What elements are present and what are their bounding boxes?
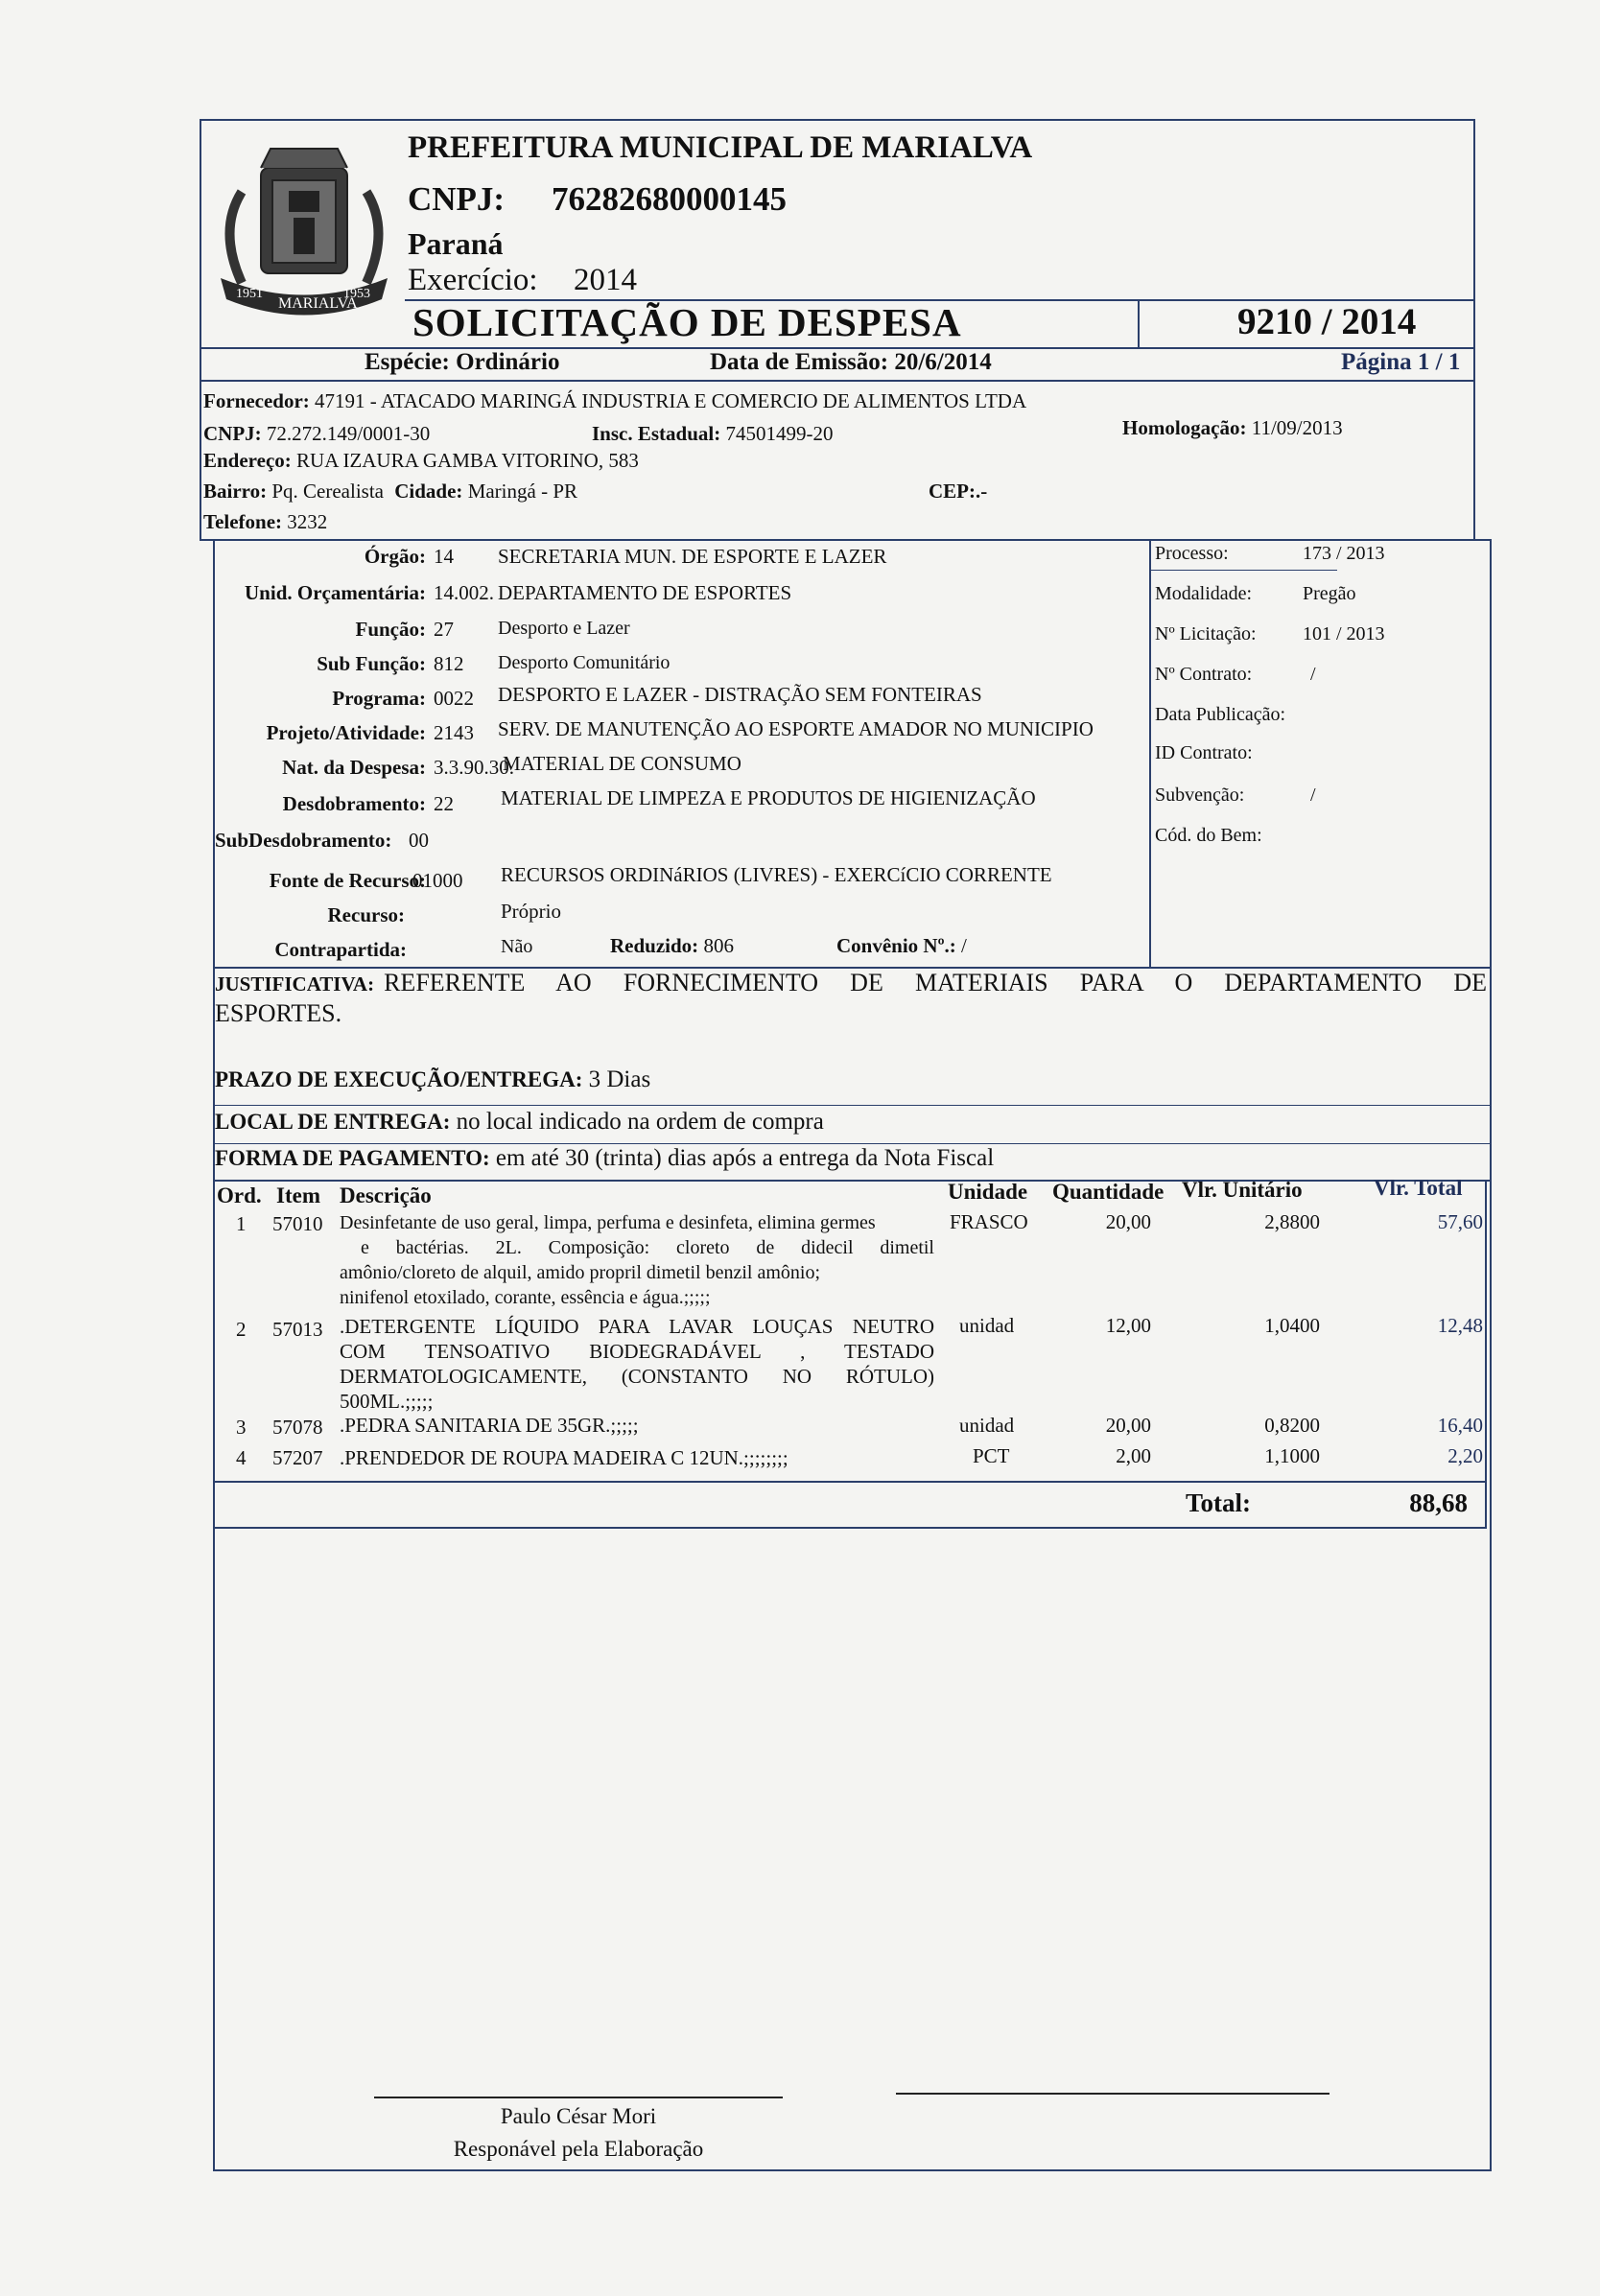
telefone-value: 3232 xyxy=(287,510,328,533)
fonte-recurso-code: 01000 xyxy=(412,869,463,892)
table-row-1-desc xyxy=(340,1210,934,1310)
desdobramento-code: 22 xyxy=(434,792,454,815)
justificativa-line1: REFERENTE AO FORNECIMENTO DE MATERIAIS PARA O DEPARTAMENTO DE xyxy=(384,969,1487,996)
seal-text: MARIALVA xyxy=(278,295,358,312)
subfuncao-label: Sub Função: xyxy=(317,652,426,675)
local-row xyxy=(215,1109,824,1136)
desc-line: amônio/cloreto de alquil, amido propril dimetil benzil amônio; xyxy=(340,1262,820,1283)
document-title: SOLICITAÇÃO DE DESPESA xyxy=(412,300,962,344)
homologacao-row xyxy=(1122,416,1343,440)
table-row-2-unidade: unidad xyxy=(959,1314,1015,1337)
cidade-value: Maringá - PR xyxy=(467,480,578,503)
reduzido-value: 806 xyxy=(703,934,734,957)
local-value: no local indicado na ordem de compra xyxy=(456,1109,824,1135)
subfuncao-code: 812 xyxy=(434,652,464,675)
exercicio-label: Exercício: xyxy=(408,263,538,297)
table-row-3-item: 57078 xyxy=(272,1416,323,1439)
desc-line: ninifenol etoxilado, corante, essência e água.;;;;; xyxy=(340,1287,711,1308)
id-contrato-label: ID Contrato: xyxy=(1155,742,1253,763)
endereco-value: RUA IZAURA GAMBA VITORINO, 583 xyxy=(296,449,639,472)
supplier-cnpj-label: CNPJ: xyxy=(203,422,262,445)
subvencao-label: Subvenção: xyxy=(1155,785,1245,806)
pagamento-value: em até 30 (trinta) dias após a entrega da Nota Fiscal xyxy=(495,1145,995,1171)
fonte-recurso-label: Fonte de Recurso: xyxy=(269,869,426,892)
desc-line: DERMATOLOGICAMENTE, (CONSTANTO NO RÓTULO) xyxy=(340,1365,934,1388)
col-ord-header: Ord. xyxy=(217,1183,262,1207)
desc-line: 500ML.;;;;; xyxy=(340,1390,434,1413)
table-row-2-desc xyxy=(340,1314,934,1414)
desc-line: .PRENDEDOR DE ROUPA MADEIRA C 12UN.;;;;;;;; xyxy=(340,1446,788,1469)
fornecedor-label: Fornecedor: xyxy=(203,389,310,412)
prazo-row xyxy=(215,1066,650,1093)
licitacao-value: 101 / 2013 xyxy=(1303,623,1385,644)
pagamento-row xyxy=(215,1145,994,1172)
projeto-label: Projeto/Atividade: xyxy=(266,721,426,744)
local-label: LOCAL DE ENTREGA: xyxy=(215,1110,451,1134)
fonte-recurso-desc: RECURSOS ORDINáRIOS (LIVRES) - EXERCíCIO CORRENTE xyxy=(501,863,1052,886)
table-row-1-quantidade: 20,00 xyxy=(1105,1210,1151,1233)
total-label: Total: xyxy=(1186,1488,1252,1517)
table-row-3-unidade: unidad xyxy=(959,1414,1015,1437)
contrapartida-value: Não xyxy=(501,936,533,957)
desdobramento-desc: MATERIAL DE LIMPEZA E PRODUTOS DE HIGIENIZAÇÃO xyxy=(501,786,1036,809)
table-row-1-item: 57010 xyxy=(272,1212,323,1235)
signatory-name: Paulo César Mori xyxy=(500,2104,657,2128)
table-row-3-quantidade: 20,00 xyxy=(1105,1414,1151,1437)
col-item-header: Item xyxy=(276,1183,320,1207)
cep-label: CEP:.- xyxy=(929,480,988,503)
total-value: 88,68 xyxy=(1409,1488,1468,1517)
subdesdobramento-code: 00 xyxy=(409,829,429,852)
justificativa-line2: ESPORTES. xyxy=(215,999,342,1027)
col-unidade-header: Unidade xyxy=(948,1180,1028,1204)
table-row-2-ord: 2 xyxy=(236,1318,247,1341)
processo-value: 173 / 2013 xyxy=(1303,543,1385,564)
unid-desc: DEPARTAMENTO DE ESPORTES xyxy=(498,581,792,604)
licitacao-label: Nº Licitação: xyxy=(1155,623,1257,644)
signatory-role: Responável pela Elaboração xyxy=(453,2137,704,2161)
municipal-seal-icon xyxy=(203,134,405,336)
orgao-label: Órgão: xyxy=(364,545,426,568)
prazo-label: PRAZO DE EXECUÇÃO/ENTREGA: xyxy=(215,1067,583,1091)
table-row-3-desc xyxy=(340,1414,639,1438)
table-row-3-unitario: 0,8200 xyxy=(1264,1414,1320,1437)
header-cnpj-label: CNPJ: xyxy=(408,180,506,218)
data-emissao: Data de Emissão: 20/6/2014 xyxy=(710,349,992,375)
page-indicator: Página 1 / 1 xyxy=(1341,349,1461,375)
table-row-4-total: 2,20 xyxy=(1447,1444,1483,1467)
table-row-1-unidade: FRASCO xyxy=(950,1210,1028,1233)
endereco-row xyxy=(203,449,639,473)
contrapartida-label: Contrapartida: xyxy=(274,938,407,961)
prazo-value: 3 Dias xyxy=(588,1066,651,1092)
projeto-desc: SERV. DE MANUTENÇÃO AO ESPORTE AMADOR NO MUNICIPIO xyxy=(498,717,1094,740)
modalidade-value: Pregão xyxy=(1303,583,1356,604)
cod-bem-label: Cód. do Bem: xyxy=(1155,825,1262,846)
desc-line: .PEDRA SANITARIA DE 35GR.;;;;; xyxy=(340,1414,639,1437)
table-row-4-unidade: PCT xyxy=(973,1444,1010,1467)
convenio-row xyxy=(836,934,967,958)
state-name: Paraná xyxy=(408,226,504,261)
signature-line-left xyxy=(374,2097,783,2098)
subfuncao-desc: Desporto Comunitário xyxy=(498,652,671,673)
supplier-row xyxy=(203,389,1026,413)
table-row-1-total: 57,60 xyxy=(1437,1210,1483,1233)
table-row-4-quantidade: 2,00 xyxy=(1116,1444,1151,1467)
telefone-label: Telefone: xyxy=(203,510,283,533)
table-row-1-unitario: 2,8800 xyxy=(1264,1210,1320,1233)
contrato-value: / xyxy=(1310,664,1316,685)
pagamento-label: FORMA DE PAGAMENTO: xyxy=(215,1146,490,1170)
nat-despesa-label: Nat. da Despesa: xyxy=(282,756,426,779)
especie: Espécie: Ordinário xyxy=(365,349,560,375)
modalidade-label: Modalidade: xyxy=(1155,583,1253,604)
table-row-3-total: 16,40 xyxy=(1437,1414,1483,1437)
col-quantidade-header: Quantidade xyxy=(1052,1180,1165,1204)
insc-value: 74501499-20 xyxy=(725,422,834,445)
insc-estadual-row xyxy=(592,422,833,446)
funcao-label: Função: xyxy=(355,618,426,641)
desc-line: Desinfetante de uso geral, limpa, perfuma e desinfeta, elimina germes xyxy=(340,1212,876,1233)
programa-label: Programa: xyxy=(332,687,426,710)
col-total-header: Vlr. Total xyxy=(1374,1176,1463,1200)
recurso-label: Recurso: xyxy=(327,903,405,926)
bairro-row xyxy=(203,480,577,504)
projeto-code: 2143 xyxy=(434,721,474,744)
reduzido-row xyxy=(610,934,734,958)
funcao-desc: Desporto e Lazer xyxy=(498,618,630,639)
table-row-2-total: 12,48 xyxy=(1437,1314,1483,1337)
table-row-2-unitario: 1,0400 xyxy=(1264,1314,1320,1337)
justificativa-label: JUSTIFICATIVA: xyxy=(215,972,375,996)
programa-code: 0022 xyxy=(434,687,474,710)
convenio-value: / xyxy=(961,934,967,957)
unid-label: Unid. Orçamentária: xyxy=(245,581,426,604)
table-row-2-quantidade: 12,00 xyxy=(1105,1314,1151,1337)
unid-code: 14.002. xyxy=(434,581,494,604)
recurso-desc: Próprio xyxy=(501,900,561,923)
programa-desc: DESPORTO E LAZER - DISTRAÇÃO SEM FONTEIRAS xyxy=(498,683,982,706)
desc-line: COM TENSOATIVO BIODEGRADÁVEL , TESTADO xyxy=(340,1340,934,1363)
subdesdobramento-label: SubDesdobramento: xyxy=(215,829,392,852)
subvencao-value: / xyxy=(1310,785,1316,806)
orgao-desc: SECRETARIA MUN. DE ESPORTE E LAZER xyxy=(498,545,887,568)
desc-line: e bactérias. 2L. Composição: cloreto de didecil dimetil xyxy=(361,1237,934,1258)
convenio-label: Convênio Nº.: xyxy=(836,934,956,957)
desc-line: .DETERGENTE LÍQUIDO PARA LAVAR LOUÇAS NEUTRO xyxy=(340,1315,934,1338)
insc-label: Insc. Estadual: xyxy=(592,422,721,445)
reduzido-label: Reduzido: xyxy=(610,934,699,957)
city-hall-title: PREFEITURA MUNICIPAL DE MARIALVA xyxy=(408,130,1033,165)
table-row-4-ord: 4 xyxy=(236,1446,247,1469)
data-publicacao-label: Data Publicação: xyxy=(1155,704,1286,725)
supplier-cnpj-row xyxy=(203,422,430,446)
processo-label: Processo: xyxy=(1155,543,1229,564)
contrato-label: Nº Contrato: xyxy=(1155,664,1253,685)
desdobramento-label: Desdobramento: xyxy=(282,792,426,815)
supplier-cnpj-value: 72.272.149/0001-30 xyxy=(266,422,431,445)
bairro-label: Bairro: xyxy=(203,480,268,503)
seal-right-year: 1953 xyxy=(343,287,370,301)
endereco-label: Endereço: xyxy=(203,449,292,472)
seal-left-year: 1951 xyxy=(236,287,263,301)
col-unitario-header: Vlr. Unitário xyxy=(1182,1178,1303,1202)
table-row-4-unitario: 1,1000 xyxy=(1264,1444,1320,1467)
funcao-code: 27 xyxy=(434,618,454,641)
col-descricao-header: Descrição xyxy=(340,1183,432,1207)
exercicio-value: 2014 xyxy=(574,263,637,297)
table-row-4-desc xyxy=(340,1446,788,1470)
homolog-label: Homologação: xyxy=(1122,416,1247,439)
bairro-value: Pq. Cerealista xyxy=(271,480,384,503)
header-cnpj-value: 76282680000145 xyxy=(552,180,787,218)
table-row-1-ord: 1 xyxy=(236,1212,247,1235)
table-row-3-ord: 3 xyxy=(236,1416,247,1439)
table-row-2-item: 57013 xyxy=(272,1318,323,1341)
cidade-label: Cidade: xyxy=(394,480,463,503)
fornecedor-value: 47191 - ATACADO MARINGÁ INDUSTRIA E COMERCIO DE ALIMENTOS LTDA xyxy=(315,389,1027,412)
nat-despesa-code: 3.3.90.30. xyxy=(434,756,514,779)
telefone-row xyxy=(203,510,327,534)
signature-line-right xyxy=(896,2093,1329,2095)
homolog-value: 11/09/2013 xyxy=(1251,416,1343,439)
orgao-code: 14 xyxy=(434,545,454,568)
table-row-4-item: 57207 xyxy=(272,1446,323,1469)
document-number: 9210 / 2014 xyxy=(1237,301,1417,342)
justification-block xyxy=(215,969,1487,1028)
nat-despesa-desc: MATERIAL DE CONSUMO xyxy=(503,752,741,775)
